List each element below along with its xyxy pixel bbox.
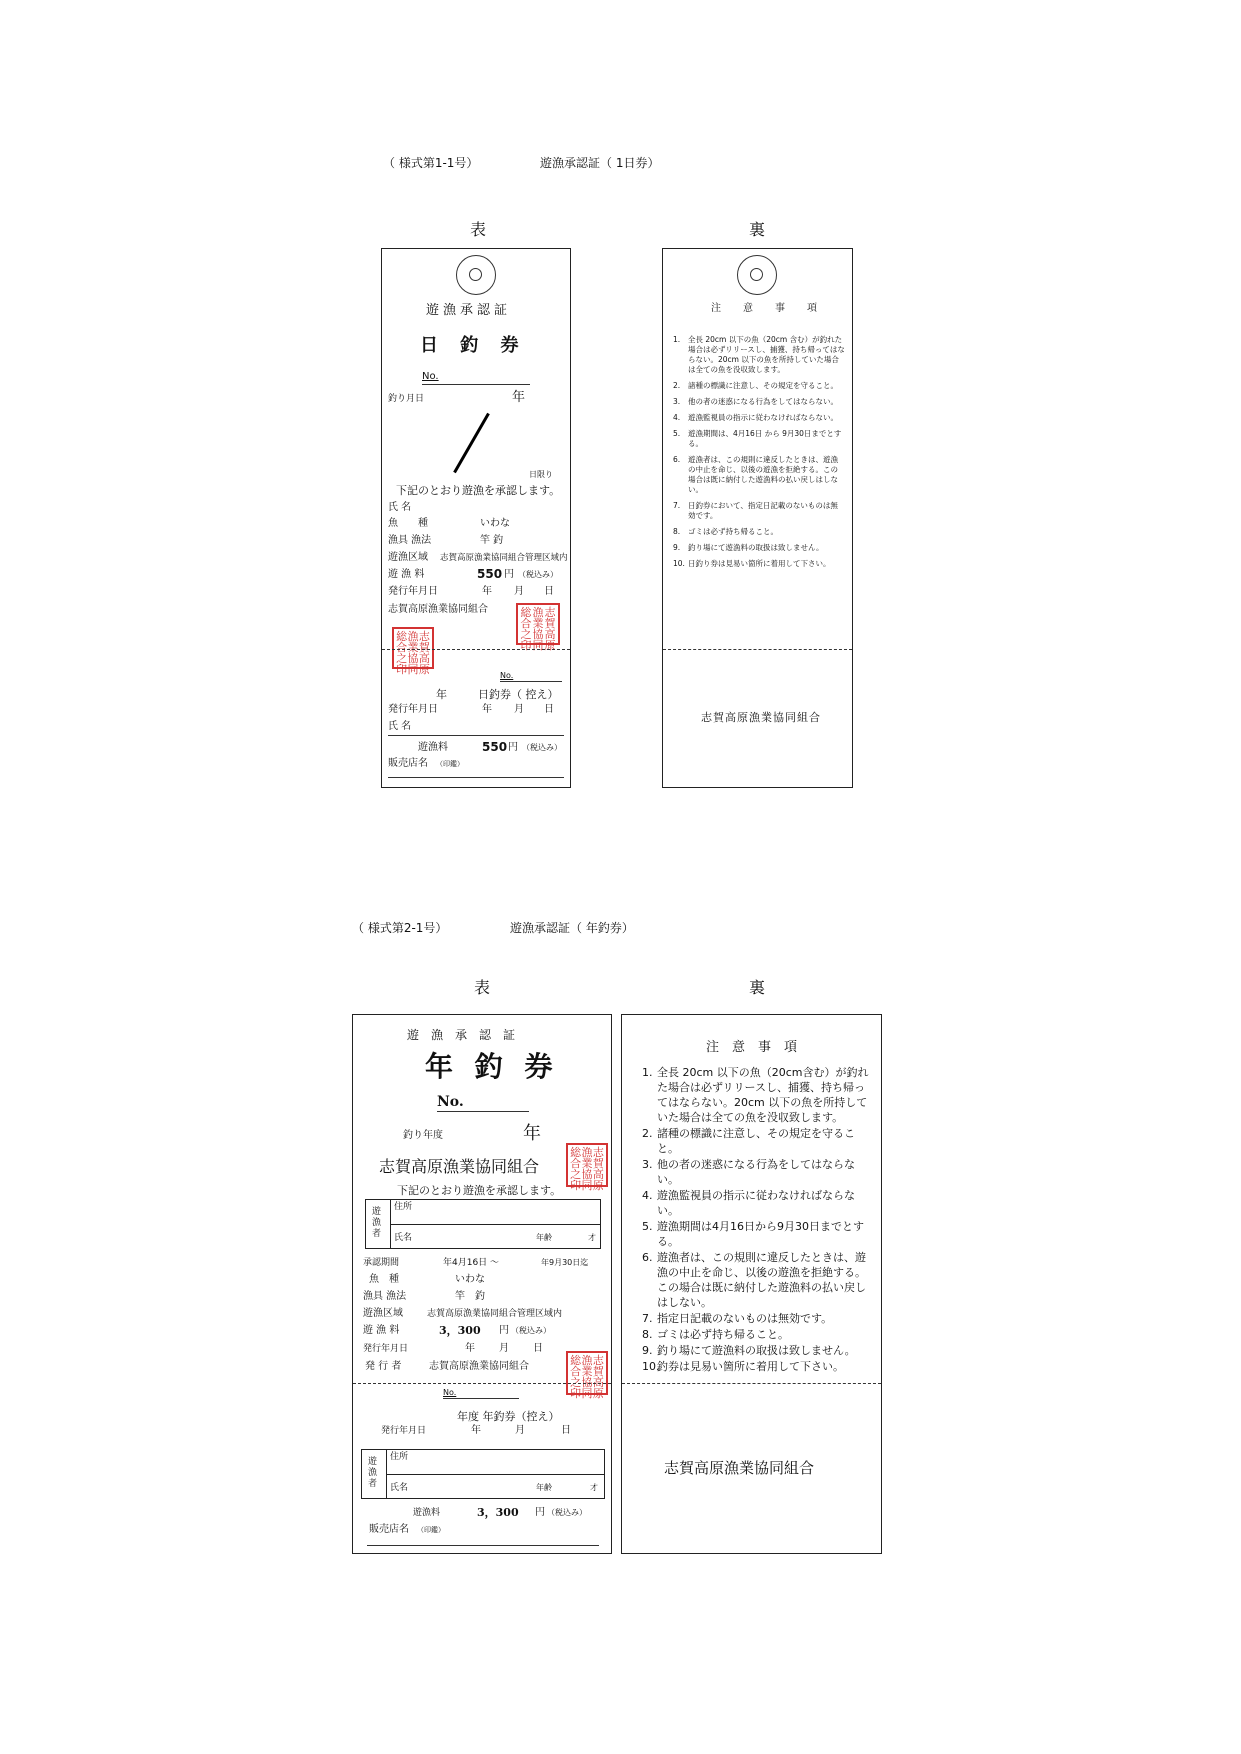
form1-no-line — [422, 384, 530, 385]
form2-caption-title: 遊漁承認証（ 年釣券） — [510, 921, 634, 935]
list-item: 6. 遊漁者は、この規則に違反したときは、遊漁の中止を命じ、以後の遊漁を拒絶する。この場合は既に納付した遊漁料の払い戻しはしない。 — [673, 455, 838, 494]
punch-hole-icon — [737, 255, 777, 295]
form2-fish-value: いわな — [455, 1274, 485, 1285]
form1-tax-note: （税込み） — [518, 570, 558, 579]
form1-stub-name-line — [388, 735, 564, 736]
form1-back-perforation — [663, 649, 852, 650]
form2-seller-label: 販売店名 — [369, 1524, 409, 1535]
form2-no-line — [437, 1111, 529, 1112]
form1-approval-text: 下記のとおり遊漁を承認します。 — [396, 484, 561, 497]
issuer-seal-icon: 総 漁 志 合 業 賀 之 協 高 印 同 原 — [566, 1351, 608, 1395]
list-item: 5. 遊漁期間は、4月16日 から 9月30日までとする。 — [673, 429, 842, 448]
form2-coop-name: 志賀高原漁業協同組合 — [379, 1157, 540, 1176]
form2-name-label: 氏名 — [394, 1233, 413, 1243]
list-item: 6. 遊漁者は、この規則に違反したときは、遊漁の中止を命じ、以後の遊漁を拒絶する。この場合は既に納付した遊漁料の払い戻しはしない。 — [642, 1251, 866, 1309]
list-item: 7. 指定日記載のないものは無効です。 — [642, 1312, 833, 1325]
form1-notes-list — [673, 335, 845, 575]
form1-fee-value: 550 — [477, 567, 503, 581]
form2-angler-label: 遊漁者 — [372, 1207, 382, 1239]
list-item: 2. 諸種の標識に注意し、その規定を守ること。 — [673, 381, 838, 390]
form1-coop-name: 志賀高原漁業協同組合 — [388, 604, 488, 615]
form1-day-limit: 日限り — [529, 470, 553, 479]
list-item: 9. 釣り場にて遊漁料の取扱は致しません。 — [642, 1344, 856, 1357]
list-item: 1. 全長 20cm 以下の魚（20cm含む）が釣れた場合は必ずリリースし、捕獲、持ち帰ってはならない。20cm 以下の魚を所持していた場合は全ての魚を没収致します。 — [642, 1066, 869, 1124]
form1-stub-type: 日釣券（ 控え） — [478, 688, 559, 701]
form2-area-label: 遊漁区域 — [363, 1308, 403, 1319]
form2-age-label: 年齢 — [536, 1233, 552, 1242]
form2-area-value: 志賀高原漁業協同組合管理区域内 — [427, 1309, 563, 1319]
form2-fee-label: 遊 漁 料 — [363, 1325, 400, 1336]
form1-stub-issue-day: 日 — [544, 704, 554, 715]
form2-stub-tax-note: （税込み） — [547, 1508, 587, 1517]
list-item: 10. 釣券は見易い箇所に着用して下さい。 — [642, 1360, 844, 1373]
form1-stub-no-label: No. — [500, 671, 514, 680]
form2-seller-line — [367, 1545, 599, 1546]
form1-gear-value: 竿 釣 — [480, 535, 504, 546]
form1-stub-name-label: 氏 名 — [388, 721, 412, 732]
coop-seal-icon: 総 漁 志 合 業 賀 之 協 高 印 同 原 — [566, 1143, 608, 1187]
form2-caption: （ 様式第2-1号） — [352, 921, 448, 935]
form2-stub-fee-label: 遊漁料 — [413, 1508, 441, 1518]
form2-address-label: 住所 — [394, 1202, 413, 1212]
stub-seal-icon: 総 漁 志 合 業 賀 之 協 高 印 同 原 — [392, 627, 434, 669]
form1-back-label: 裏 — [749, 220, 766, 239]
form2-issue-day: 日 — [533, 1343, 543, 1354]
form1-stub-fee-label: 遊漁料 — [418, 742, 448, 753]
form1-stub-fee-value: 550 — [482, 740, 508, 754]
form2-seller-note: （印鑑） — [417, 1526, 445, 1534]
form1-area-value: 志賀高原漁業協同組合管理区域内 — [440, 553, 568, 563]
form1-front-heading: 遊漁承認証 — [426, 303, 512, 318]
form2-stub-angler-box — [361, 1449, 605, 1499]
form1-front-label: 表 — [470, 220, 487, 239]
form1-stub-tax-note: （税込み） — [522, 743, 562, 752]
form1-back-heading: 注 意 事 項 — [711, 303, 823, 314]
form2-no-label: No. — [437, 1094, 464, 1110]
form1-seller-label: 販売店名 — [388, 758, 428, 769]
list-item: 8. ゴミは必ず持ち帰ること。 — [642, 1328, 789, 1341]
form1-fish-value: いわな — [480, 518, 510, 529]
form1-issue-day: 日 — [544, 586, 554, 597]
list-item: 10. 日釣り券は見易い箇所に着用して下さい。 — [673, 559, 831, 568]
form2-back-ticket — [621, 1014, 882, 1554]
list-item: 8. ゴミは必ず持ち帰ること。 — [673, 527, 778, 536]
form1-back-coop-name: 志賀高原漁業協同組合 — [701, 711, 821, 724]
form1-back-ticket — [662, 248, 853, 788]
form2-back-coop-name: 志賀高原漁業協同組合 — [664, 1459, 815, 1477]
form2-stub-age-label: 年齢 — [536, 1483, 552, 1492]
form2-stub-angler-label: 遊漁者 — [368, 1457, 378, 1489]
form2-fee-unit: 円 — [499, 1325, 509, 1336]
form2-fish-label: 魚 種 — [369, 1274, 399, 1285]
form1-stub-year: 年 — [436, 688, 447, 701]
form1-fishing-date-label: 釣り月日 — [388, 394, 425, 404]
form2-ticket-type: 年 釣 券 — [425, 1050, 559, 1083]
list-item: 2. 諸種の標識に注意し、その規定を守ること。 — [642, 1127, 855, 1155]
form2-issue-month: 月 — [499, 1343, 509, 1354]
form1-ticket-type: 日 釣 券 — [420, 335, 527, 356]
list-item: 3. 他の者の迷惑になる行為をしてはならない。 — [673, 397, 838, 406]
list-item: 5. 遊漁期間は4月16日から9月30日までとする。 — [642, 1220, 864, 1248]
form2-back-perforation — [622, 1383, 881, 1384]
form2-period-label: 承認期間 — [363, 1258, 400, 1268]
form2-angler-box — [365, 1199, 601, 1249]
form2-year-char: 年 — [523, 1123, 541, 1144]
form1-fee-unit: 円 — [504, 569, 514, 580]
form2-back-label: 裏 — [749, 978, 766, 997]
form2-stub-issue-year: 年 — [471, 1425, 481, 1436]
form1-stub-issue-label: 発行年月日 — [388, 704, 438, 715]
form2-stub-type: 年度 年釣券（控え） — [457, 1410, 560, 1423]
coop-seal-icon: 総 漁 志 合 業 賀 之 協 高 印 同 原 — [516, 603, 560, 645]
form1-caption: （ 様式第1-1号） — [383, 156, 479, 170]
list-item: 3. 他の者の迷惑になる行為をしてはならない。 — [642, 1158, 855, 1186]
form2-gear-label: 漁具 漁法 — [363, 1291, 407, 1302]
form1-year-char: 年 — [512, 390, 526, 405]
form1-seller-note: （印鑑） — [436, 760, 464, 768]
date-slash — [453, 413, 490, 473]
form1-name-label: 氏 名 — [388, 502, 412, 513]
form2-fiscal-year-label: 釣り年度 — [403, 1130, 443, 1141]
form2-front-perforation — [353, 1383, 611, 1384]
form1-issue-year: 年 — [482, 586, 492, 597]
form1-no-label: No. — [422, 371, 439, 382]
form1-gear-label: 漁具 漁法 — [388, 535, 432, 546]
form1-front-ticket — [381, 248, 571, 788]
list-item: 9. 釣り場にて遊漁料の取扱は致しません。 — [673, 543, 824, 552]
form2-stub-fee-unit: 円 — [535, 1507, 545, 1518]
form2-back-heading: 注 意 事 項 — [706, 1040, 798, 1055]
form2-issue-label: 発行年月日 — [363, 1344, 409, 1354]
form1-fee-label: 遊 漁 料 — [388, 569, 425, 580]
form2-stub-address-divider — [386, 1474, 604, 1475]
form2-period-start: 年4月16日 〜 — [443, 1258, 500, 1268]
form1-issue-label: 発行年月日 — [388, 586, 438, 597]
form2-stub-issue-label: 発行年月日 — [381, 1426, 427, 1436]
form2-gear-value: 竿 釣 — [455, 1291, 485, 1302]
form2-issuer-value: 志賀高原漁業協同組合 — [429, 1361, 529, 1372]
form2-issuer-label: 発 行 者 — [365, 1361, 402, 1372]
list-item: 4. 遊漁監視員の指示に従わなければならない。 — [642, 1189, 855, 1217]
form1-stub-issue-month: 月 — [514, 704, 524, 715]
form1-stub-no-line — [500, 681, 562, 682]
form1-stub-issue-year: 年 — [482, 704, 492, 715]
list-item: 1. 全長 20cm 以下の魚（20cm 含む）が釣れた場合は必ずリリースし、捕獲、持ち帰ってはならない。20cm 以下の魚を所持していた場合は全ての魚を没収致します。 — [673, 335, 845, 374]
form2-approval-text: 下記のとおり遊漁を承認します。 — [397, 1184, 562, 1197]
form1-front-perforation — [382, 649, 570, 650]
form2-fee-value: 3，300 — [439, 1324, 481, 1337]
form1-area-label: 遊漁区域 — [388, 552, 428, 563]
form1-seller-line — [388, 777, 564, 778]
form1-fish-label: 魚 種 — [388, 518, 428, 529]
form2-stub-no-label: No. — [443, 1388, 457, 1397]
form2-front-ticket — [352, 1014, 612, 1554]
form2-stub-no-line — [443, 1398, 519, 1399]
form1-stub-fee-unit: 円 — [508, 742, 518, 753]
form1-issue-month: 月 — [514, 586, 524, 597]
form2-stub-issue-month: 月 — [515, 1425, 525, 1436]
form1-caption-title: 遊漁承認証（ 1日券） — [540, 156, 660, 170]
form2-stub-name-label: 氏名 — [390, 1483, 409, 1493]
list-item: 4. 遊漁監視員の指示に従わなければならない。 — [673, 413, 838, 422]
form2-front-label: 表 — [474, 978, 491, 997]
form2-address-divider — [390, 1224, 600, 1225]
form2-stub-fee-value: 3，300 — [477, 1506, 519, 1519]
punch-hole-icon — [456, 255, 496, 295]
form2-stub-issue-day: 日 — [561, 1425, 571, 1436]
form2-tax-note: （税込み） — [511, 1326, 551, 1335]
form2-stub-address-label: 住所 — [390, 1452, 409, 1462]
form2-period-end: 年9月30日迄 — [541, 1258, 589, 1267]
form2-issue-year: 年 — [465, 1343, 475, 1354]
form2-stub-age-unit: 才 — [590, 1483, 598, 1492]
form2-notes-list — [642, 1065, 870, 1375]
form2-age-unit: 才 — [588, 1233, 596, 1242]
list-item: 7. 日釣券において、指定日記載のないものは無効です。 — [673, 501, 838, 520]
form2-front-heading: 遊 漁 承 認 証 — [407, 1028, 516, 1042]
